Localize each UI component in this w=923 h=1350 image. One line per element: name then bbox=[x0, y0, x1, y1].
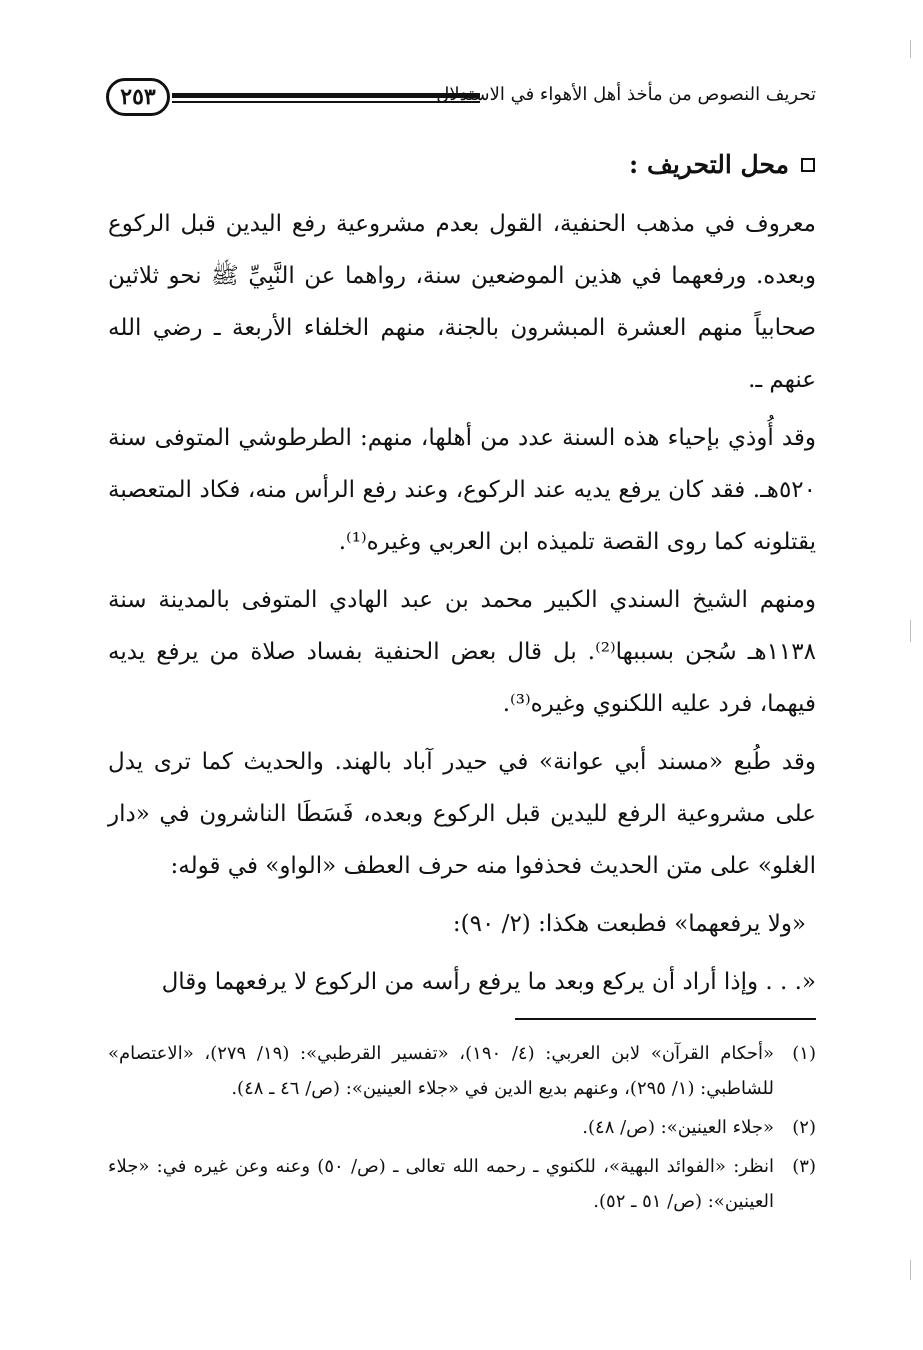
footnote-text: انظر: «الفوائد البهية»، للكنوي ـ رحمه الله تعالى ـ (ص/ ٥٠) وعنه وعن غيره في: «جلاء العينين»: (ص/ ٥١ ـ ٥٢). bbox=[108, 1156, 774, 1212]
header-rule-thin bbox=[172, 101, 480, 103]
footnotes bbox=[108, 1036, 816, 1223]
paragraph-1: معروف في مذهب الحنفية، القول بعدم مشروعية رفع اليدين قبل الركوع وبعده. ورفعهما في هذين الموضعين سنة، رواهما عن النَّبِيِّ ﷺ نحو ثلاثين صحابياً منهم العشرة المبشرون بالجنة، منهم الخلفاء الأربعة ـ رضي الله عنهم ـ. bbox=[108, 211, 816, 393]
footnote-number: (٣) bbox=[792, 1156, 816, 1177]
scan-margin-mark bbox=[910, 620, 911, 642]
running-title: تحريف النصوص من مأخذ أهل الأهواء في الاستدلال bbox=[436, 84, 816, 105]
footnote-text: «جلاء العينين»: (ص/ ٤٨). bbox=[582, 1117, 774, 1138]
footnote-3 bbox=[108, 1149, 816, 1219]
quote-text: «. . . وإذا أراد أن يركع وبعد ما يرفع رأسه من الركوع لا يرفعهما وقال bbox=[161, 969, 816, 995]
body-text bbox=[108, 198, 816, 1014]
square-bullet-icon bbox=[801, 158, 815, 172]
section-heading bbox=[629, 150, 815, 179]
page-number: ٢٥٣ bbox=[106, 78, 170, 116]
footnote-number: (٢) bbox=[792, 1117, 816, 1138]
section-heading-text: محل التحريف : bbox=[629, 150, 789, 179]
scan-margin-mark bbox=[910, 1260, 911, 1280]
quote-intro: «ولا يرفعهما» فطبعت هكذا: (٢/ ٩٠): bbox=[452, 911, 806, 937]
running-header bbox=[100, 74, 816, 124]
footnote-number: (١) bbox=[792, 1043, 816, 1064]
footnote-separator bbox=[515, 1018, 816, 1020]
scan-margin-mark bbox=[910, 40, 911, 58]
header-rule-thick bbox=[172, 93, 480, 98]
paragraph-4: وقد طُبع «مسند أبي عوانة» في حيدر آباد بالهند. والحديث كما ترى يدل على مشروعية الرفع لليدين قبل الركوع وبعده، فَسَطَا الناشرون في «دار الغلو» على متن الحديث فحذفوا منه حرف العطف «الواو» في قوله: bbox=[108, 749, 816, 879]
header-rule bbox=[172, 93, 480, 105]
paragraph-3: ومنهم الشيخ السندي الكبير محمد بن عبد الهادي المتوفى بالمدينة سنة ١١٣٨هـ سُجن بسببها⁽²⁾. بل قال بعض الحنفية بفساد صلاة من يرفع يديه فيهما، فرد عليه اللكنوي وغيره⁽³⁾. bbox=[108, 587, 816, 717]
footnote-2 bbox=[108, 1110, 816, 1145]
footnote-1 bbox=[108, 1036, 816, 1106]
footnote-text: «أحكام القرآن» لابن العربي: (٤/ ١٩٠)، «تفسير القرطبي»: (١٩/ ٢٧٩)، «الاعتصام» للشاطبي: (١/ ٢٩٥)، وعنهم بديع الدين في «جلاء العينين»: (ص/ ٤٦ ـ ٤٨). bbox=[108, 1043, 774, 1099]
paragraph-2: وقد أُوذي بإحياء هذه السنة عدد من أهلها، منهم: الطرطوشي المتوفى سنة ٥٢٠هـ. فقد كان يرفع يديه عند الركوع، وعند رفع الرأس منه، فكاد المتعصبة يقتلونه كما روى القصة تلميذه ابن العربي وغيره⁽¹⁾. bbox=[108, 425, 816, 555]
